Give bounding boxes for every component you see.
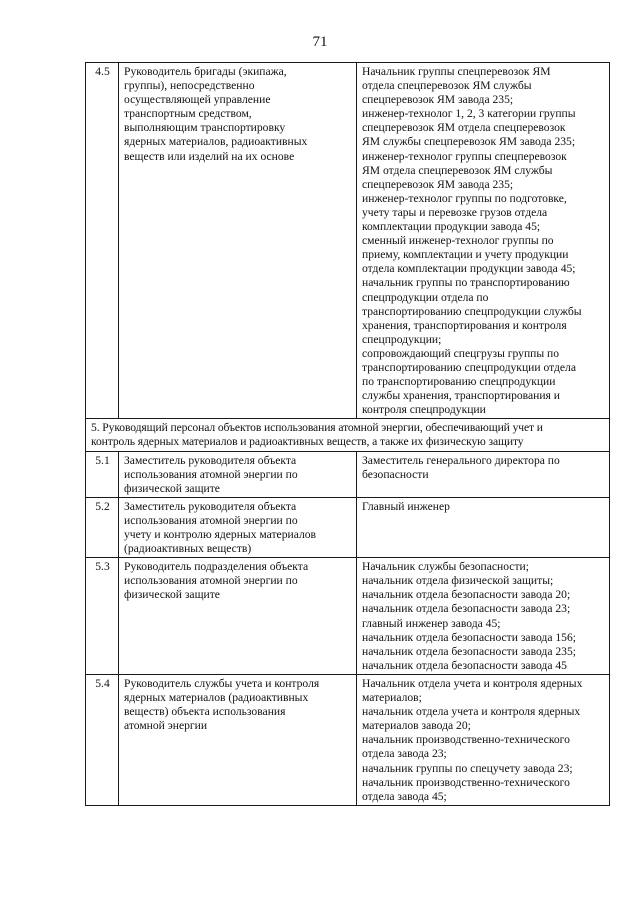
table-row	[86, 63, 610, 419]
officials-cell: Начальник отдела учета и контроля ядерных материалов; начальник отдела учета и контроля ядерных материалов завода 20; начальник производственно-технического отдела завода 23; начальник группы по спецучету завода 23; начальник производственно-технического отдела завода 45;	[357, 674, 610, 805]
row-number: 5.4	[86, 674, 119, 805]
table-row	[86, 451, 610, 497]
section-heading: 5. Руководящий персонал объектов использования атомной энергии, обеспечивающий учет и контроль ядерных материалов и радиоактивных веществ, а также их физическую защиту	[86, 419, 610, 451]
position-cell: Заместитель руководителя объекта использования атомной энергии по физической защите	[119, 451, 357, 497]
table-row	[86, 558, 610, 675]
row-number: 5.2	[86, 497, 119, 557]
position-cell: Руководитель подразделения объекта использования атомной энергии по физической защите	[119, 558, 357, 675]
position-cell: Заместитель руководителя объекта использования атомной энергии по учету и контролю ядерных материалов (радиоактивных веществ)	[119, 497, 357, 557]
officials-cell: Начальник группы спецперевозок ЯМ отдела спецперевозок ЯМ службы спецперевозок ЯМ завода 235; инженер-технолог 1, 2, 3 категории группы спецперевозок ЯМ отдела спецперевозок ЯМ службы спецперевозок ЯМ завода 235; инженер-технолог группы спецперевозок ЯМ отдела спецперевозок ЯМ службы спецперевозок ЯМ завода 235; инженер-технолог группы по подготовке, учету тары и перевозке грузов отдела комплектации продукции завода 45; сменный инженер-технолог группы по приему, комплектации и учету продукции отдела комплектации продукции завода 45; начальник группы по транспортированию спецпродукции отдела по транспортированию спецпродукции службы хранения, транспортирования и контроля спецпродукции; сопровождающий спецгрузы группы по транспортированию спецпродукции отдела по транспортированию спецпродукции службы хранения, транспортирования и контроля спецпродукции	[357, 63, 610, 419]
table-row	[86, 497, 610, 557]
position-cell: Руководитель бригады (экипажа, группы), непосредственно осуществляющей управление транспортным средством, выполняющим транспортировку ядерных материалов, радиоактивных веществ или изделий на их основе	[119, 63, 357, 419]
position-cell: Руководитель службы учета и контроля ядерных материалов (радиоактивных веществ) объекта использования атомной энергии	[119, 674, 357, 805]
section-row	[86, 419, 610, 451]
table-row	[86, 674, 610, 805]
officials-cell: Заместитель генерального директора по безопасности	[357, 451, 610, 497]
officials-cell: Начальник службы безопасности; начальник отдела физической защиты; начальник отдела безопасности завода 20; начальник отдела безопасности завода 23; главный инженер завода 45; начальник отдела безопасности завода 156; начальник отдела безопасности завода 235; начальник отдела безопасности завода 45	[357, 558, 610, 675]
positions-table	[85, 62, 610, 806]
row-number: 4.5	[86, 63, 119, 419]
row-number: 5.3	[86, 558, 119, 675]
officials-cell: Главный инженер	[357, 497, 610, 557]
row-number: 5.1	[86, 451, 119, 497]
page-number: 71	[312, 34, 328, 50]
